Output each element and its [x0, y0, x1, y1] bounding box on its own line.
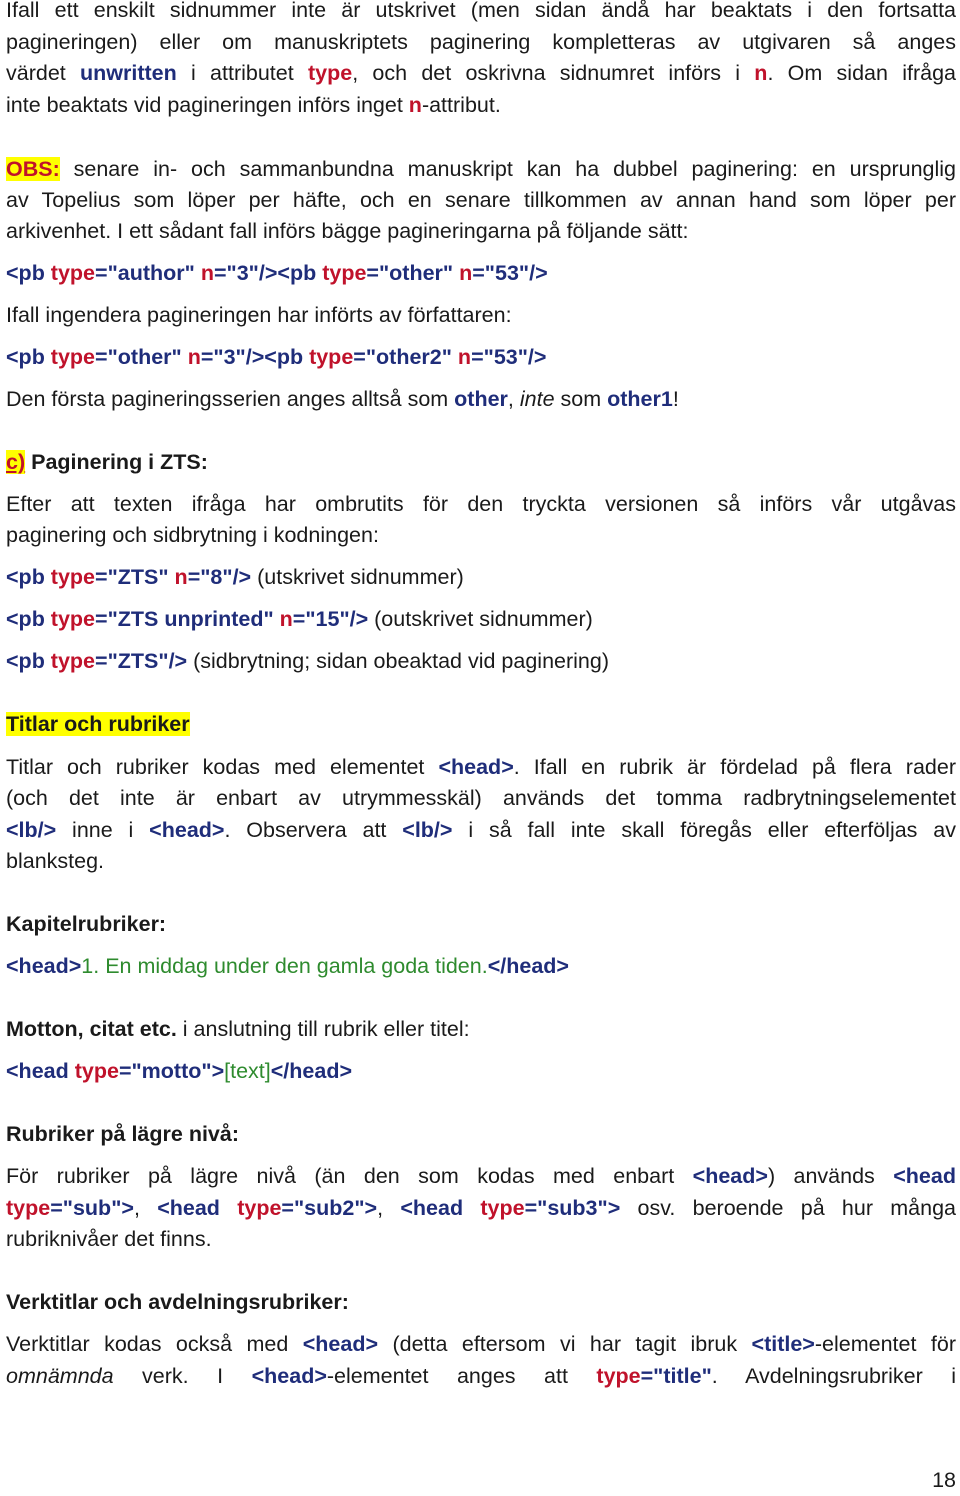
obs-line-2: [6, 185, 956, 217]
obs-label: OBS:: [6, 157, 60, 181]
motto-heading-line: [6, 1014, 470, 1046]
code: ="ZTS": [95, 565, 175, 589]
text: i anslutning till rubrik eller titel:: [176, 1017, 470, 1041]
code-content: [text]: [224, 1059, 271, 1083]
lower-line-1: [6, 1161, 956, 1193]
text: ,: [133, 1196, 158, 1220]
code: <lb/>: [6, 818, 57, 842]
code: <pb: [6, 649, 51, 673]
attr-type: type: [307, 61, 353, 85]
text-line: [6, 384, 679, 416]
code-example-2: [6, 342, 546, 374]
code: <head>: [692, 1164, 768, 1188]
code: "other": [378, 261, 454, 285]
code: </head>: [270, 1059, 353, 1083]
heading-text: Motton, citat etc.: [6, 1017, 177, 1041]
text: ) används: [767, 1164, 894, 1188]
code: =: [366, 261, 379, 285]
page-number: 18: [932, 1468, 956, 1492]
text: !: [672, 387, 679, 411]
text: . Ifall en rubrik är fördelad på flera rader: [513, 755, 957, 779]
heading-text: Verktitlar och avdelningsrubriker:: [6, 1290, 349, 1314]
heading-text: Rubriker på lägre nivå:: [6, 1122, 239, 1146]
text: osv. beroende på hur många: [620, 1196, 956, 1220]
text: Ifall ingendera pagineringen har införts av författaren:: [6, 303, 512, 327]
text: arkivenhet. I ett sådant fall införs bägge pagineringarna på följande sätt:: [6, 219, 689, 243]
code: =: [95, 345, 108, 369]
text: inne i: [56, 818, 150, 842]
attr-n: n: [754, 61, 768, 85]
code: <title>: [751, 1332, 815, 1356]
code: <head>: [251, 1364, 327, 1388]
text: Den första pagineringsserien anges alltså som: [6, 387, 455, 411]
code: type: [74, 1059, 119, 1083]
attr-n: n: [408, 93, 422, 117]
code: "53"/>: [483, 345, 547, 369]
code: ="ZTS unprinted": [95, 607, 280, 631]
text: av Topelius som löper per häfte, och en senare tillkommen av annan hand som löper per: [6, 188, 956, 212]
code: =: [471, 345, 484, 369]
zts-intro-line-2: [6, 520, 379, 552]
code: other1: [607, 387, 673, 411]
code-content: 1. En middag under den gamla goda tiden.: [81, 954, 488, 978]
code: ="sub">: [50, 1196, 134, 1220]
code: <head>: [438, 755, 514, 779]
paragraph-pagination-line-2: [6, 27, 956, 59]
code: ="motto">: [118, 1059, 225, 1083]
zts-code-2: [6, 604, 593, 636]
text: värdet: [6, 61, 81, 85]
code: type: [596, 1364, 641, 1388]
text: . Avdelningsrubriker i: [711, 1364, 956, 1388]
code-example-1: [6, 258, 548, 290]
code: type: [6, 1196, 51, 1220]
text: ,: [377, 1196, 401, 1220]
code: type: [50, 345, 96, 369]
code: "other": [107, 345, 182, 369]
code: "53"/>: [484, 261, 548, 285]
text: Titlar och rubriker kodas med elementet: [6, 755, 439, 779]
code: <lb/>: [402, 818, 453, 842]
code: =: [353, 345, 366, 369]
text: (outskrivet sidnummer): [368, 607, 593, 631]
code: "author": [107, 261, 195, 285]
code: ="8"/>: [187, 565, 252, 589]
heading-text: Titlar och rubriker: [6, 712, 190, 736]
text: Efter att texten ifråga har ombrutits för den tryckta versionen så införs vår utgåvas: [6, 492, 956, 516]
text: (och det inte är enbart av utrymmesskäl) används det tomma radbrytningselementet: [6, 786, 956, 810]
code: <head: [400, 1196, 481, 1220]
text: blanksteg.: [6, 849, 105, 873]
heading-works: [6, 1287, 349, 1319]
zts-code-1: [6, 562, 464, 594]
paragraph-pagination-line-3: [6, 58, 956, 90]
text: För rubriker på lägre nivå (än den som kodas med enbart: [6, 1164, 693, 1188]
code: n: [194, 261, 214, 285]
text: Ifall ett enskilt sidnummer inte är utskrivet (men sidan ändå har beaktats i den fortsatta: [6, 0, 956, 22]
zts-code-3: [6, 646, 609, 678]
code: <pb: [6, 607, 51, 631]
lower-line-2: [6, 1193, 956, 1225]
works-line-2: [6, 1361, 956, 1393]
code: =: [200, 345, 214, 369]
text: , och det oskrivna sidnumret införs i: [352, 61, 755, 85]
code: =: [213, 261, 227, 285]
zts-intro-line-1: [6, 489, 956, 521]
code: <head: [157, 1196, 238, 1220]
text: ,: [507, 387, 520, 411]
text: (sidbrytning; sidan obeaktad vid paginering): [187, 649, 610, 673]
paragraph-pagination-line-1: [6, 0, 956, 27]
code: <head: [893, 1164, 956, 1188]
heading-titlar: [6, 709, 190, 741]
heading-text: Kapitelrubriker:: [6, 912, 167, 936]
code: type: [237, 1196, 282, 1220]
code: type: [50, 565, 96, 589]
code: "other2": [365, 345, 452, 369]
code: ="sub2">: [281, 1196, 378, 1220]
value-unwritten: unwritten: [80, 61, 177, 85]
text: som: [554, 387, 608, 411]
text-line: [6, 300, 512, 332]
section-label: c): [6, 450, 26, 474]
code: n: [451, 345, 472, 369]
code: ="sub3">: [524, 1196, 621, 1220]
section-heading-c: [6, 447, 208, 479]
obs-line-3: [6, 216, 688, 248]
text: . Om sidan ifråga: [767, 61, 956, 85]
text: inte: [519, 387, 555, 411]
text: -elementet anges att: [326, 1364, 597, 1388]
text: -elementet för: [814, 1332, 956, 1356]
code: n: [181, 345, 201, 369]
titles-line-2: [6, 783, 956, 815]
code: =: [472, 261, 485, 285]
text: i så fall inte skall föregås eller efterföljas av: [452, 818, 956, 842]
heading-lower-level: [6, 1119, 239, 1151]
code: n: [174, 565, 188, 589]
code: ="ZTS"/>: [95, 649, 188, 673]
code: ="15"/>: [292, 607, 369, 631]
text: rubriknivåer det finns.: [6, 1227, 212, 1251]
code: <head: [6, 1059, 75, 1083]
code: <pb: [6, 261, 51, 285]
code: other: [454, 387, 508, 411]
code: type: [50, 261, 96, 285]
code: <head>: [302, 1332, 379, 1356]
code: "3"/><pb: [226, 261, 323, 285]
code: type: [322, 261, 367, 285]
text: senare in- och sammanbundna manuskript kan ha dubbel paginering: en ursprunglig: [59, 157, 956, 181]
text: (detta eftersom vi har tagit ibruk: [378, 1332, 752, 1356]
text: omnämnda: [6, 1364, 114, 1388]
text: -attribut.: [421, 93, 501, 117]
text: pagineringen) eller om manuskriptets paginering kompletteras av utgivaren så anges: [6, 30, 956, 54]
titles-line-4: [6, 846, 104, 878]
text: Verktitlar kodas också med: [6, 1332, 303, 1356]
code: n: [453, 261, 473, 285]
chapter-code: [6, 951, 569, 983]
titles-line-1: [6, 752, 956, 784]
code: type: [50, 607, 96, 631]
text: . Observera att: [224, 818, 403, 842]
motto-code: [6, 1056, 352, 1088]
text: paginering och sidbrytning i kodningen:: [6, 523, 379, 547]
lower-line-3: [6, 1224, 212, 1256]
section-title: Paginering i ZTS:: [25, 450, 208, 474]
code: n: [279, 607, 293, 631]
code: type: [480, 1196, 525, 1220]
works-line-1: [6, 1329, 956, 1361]
text: i attributet: [176, 61, 308, 85]
code: <pb: [6, 565, 51, 589]
code: <head>: [6, 954, 82, 978]
code: type: [50, 649, 96, 673]
code: <head>: [149, 818, 225, 842]
text: (utskrivet sidnummer): [251, 565, 464, 589]
code: ="title": [640, 1364, 712, 1388]
text: inte beaktats vid pagineringen införs inget: [6, 93, 409, 117]
code: =: [95, 261, 108, 285]
text: verk. I: [113, 1364, 252, 1388]
code: <pb: [6, 345, 51, 369]
obs-line-1: [6, 154, 956, 186]
code: "3"/><pb: [213, 345, 310, 369]
titles-line-3: [6, 815, 956, 847]
code: type: [309, 345, 354, 369]
heading-kapitelrubriker: [6, 909, 166, 941]
code: </head>: [487, 954, 569, 978]
paragraph-pagination-line-4: [6, 90, 501, 122]
